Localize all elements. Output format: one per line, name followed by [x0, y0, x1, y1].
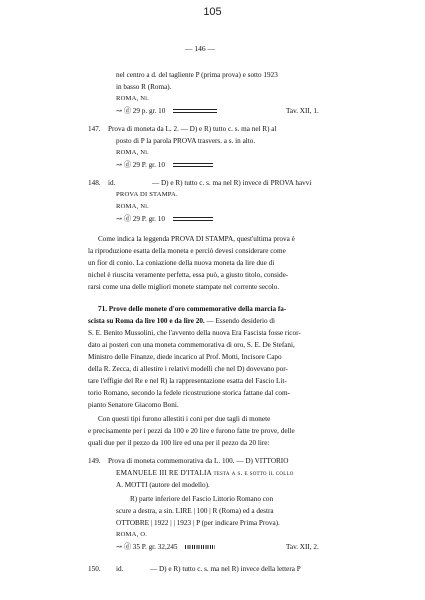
- entry-147-specs-line: [116, 162, 213, 169]
- section-71-line-2: dato ai posteri con una moneta commemorativa di oro, S. E. De Stefani,: [88, 341, 295, 349]
- section-71-line-5: tare l'effigie del Re e nel R) la rappresentazione esatta del Fascio Lit-: [88, 377, 287, 385]
- continuation-line-1: nel centro a d. del tagliente P (prima prova) e sotto 1923: [116, 71, 278, 79]
- section-71-line-7: pianto Senatore Giacomo Boni.: [88, 401, 179, 409]
- entry-147-number: 147.: [88, 125, 101, 133]
- entry-149-number: 149.: [88, 457, 101, 465]
- entry-149-plate: Tav. XII, 2.: [286, 543, 319, 551]
- entry-149-r-line-3: OTTOBRE | 1922 | | 1923 | P (per indicare Prima Prova).: [116, 519, 280, 527]
- hatched-rule: [185, 545, 215, 549]
- section-71-heading-rest: — Essendo desiderio di: [204, 317, 276, 325]
- section-71-para2-line-2: e precisamente per i pezzi da 100 e 20 lire e furono fatte tre prove, delle: [88, 427, 295, 435]
- entry-147-line-1: Prova di moneta da L. 2. — D) e R) tutto c. s. ma nel R) al: [108, 125, 277, 133]
- continuation-specs-line: [116, 108, 217, 115]
- section-71-heading-2: [88, 318, 275, 325]
- entry-149-r-line-2: scure a destra, a sin. LIRE | 100 | R (Roma) ed a destra: [116, 507, 274, 515]
- page-header: — 146 —: [185, 44, 215, 53]
- continuation-plate: Tav. XII, 1.: [286, 107, 319, 115]
- section-71-line-6: torio Romano, secondo la fedele ricostruzione storica fattane dal com-: [88, 389, 290, 397]
- section-71-heading-1: 71. Prove delle monete d'oro commemorative della marcia fa-: [98, 305, 287, 313]
- continuation-line-2: in basso R (Roma).: [116, 83, 172, 91]
- para1-line-5: rarsi come una delle migliori monete stampate nel corrente secolo.: [88, 283, 280, 291]
- para1-line-3: un fior di conio. La coniazione della nuova moneta da lire due di: [88, 259, 275, 267]
- entry-149-line-1: Prova di moneta commemorativa da L. 100. — D) VITTORIO: [108, 457, 289, 465]
- section-71-para2-line-1: Con questi tipi furono allestiti i coni per due tagli di monete: [98, 415, 271, 423]
- entry-147-line-2: posto di P la parola PROVA trasvers. a s. in alto.: [116, 137, 256, 145]
- entry-149-mint: ROMA, O.: [116, 531, 148, 538]
- entry-150-number: 150.: [88, 565, 101, 573]
- pdf-page-number: 105: [203, 6, 222, 18]
- para1-line-4: nichel è riuscita veramente perfetta, essa può, a giusto titolo, conside-: [88, 271, 289, 279]
- entry-149-line-3: A. MOTTI (autore del modello).: [116, 481, 210, 489]
- entry-149-r-line-1: R) parte inferiore del Fascio Littorio Romano con: [130, 495, 274, 503]
- section-71-heading-bold: scista su Roma da lire 100 e da lire 20.: [88, 317, 205, 325]
- section-71-line-1: S. E. Benito Mussolini, che l'avvento della nuova Era Fascista fosse ricor-: [88, 329, 301, 337]
- entry-149-specs-line: [116, 544, 215, 551]
- section-71-line-3: Ministro delle Finanze, diede incarico al Prof. Motti, Incisore Capo: [88, 353, 282, 361]
- entry-148-line-2: PROVA DI STAMPA.: [116, 191, 178, 198]
- continuation-mint: ROMA, Ni.: [116, 95, 149, 102]
- entry-148-line-1: — D) e R) tutto c. s. ma nel R) invece di PROVA havvi: [152, 179, 312, 187]
- para1-line-2: la riproduzione esatta della moneta e perciò devesi considerare come: [88, 247, 286, 255]
- die-axis-rule: [173, 217, 213, 221]
- entry-148-id: id.: [108, 179, 116, 187]
- entry-149-specs: ↝ ⓓ 35 P. gr. 32,245: [116, 543, 178, 551]
- entry-147-specs: ↝ ⓓ 29 P. gr. 10: [116, 161, 165, 169]
- section-71-line-4: della R. Zecca, di allestire i relativi modelli che nel D) dovevano por-: [88, 365, 288, 373]
- entry-147-mint: ROMA, Ni.: [116, 149, 149, 156]
- die-axis-rule: [173, 163, 213, 167]
- entry-148-specs-line: [116, 216, 213, 223]
- para1-line-1: Come indica la leggenda PROVA DI STAMPA, quest'ultima prova è: [98, 235, 295, 243]
- entry-148-mint: ROMA, Ni.: [116, 203, 149, 210]
- entry-148-specs: ↝ ⓓ 29 P. gr. 10: [116, 215, 165, 223]
- continuation-specs: ↝ ⓓ 29 p. gr. 10: [116, 107, 166, 115]
- die-axis-rule: [173, 109, 217, 113]
- entry-150-line-1: — D) e R) tutto c. s. ma nel R) invece della lettera P: [150, 565, 301, 573]
- section-71-para2-line-3: quali due per il pezzo da 100 lire ed una per il pezzo da 20 lire:: [88, 439, 270, 447]
- entry-149-line-2: EMANUELE III RE D'ITALIA testa a s. e sotto il collo: [116, 469, 294, 477]
- entry-150-id: id.: [116, 565, 124, 573]
- entry-148-number: 148.: [88, 179, 101, 187]
